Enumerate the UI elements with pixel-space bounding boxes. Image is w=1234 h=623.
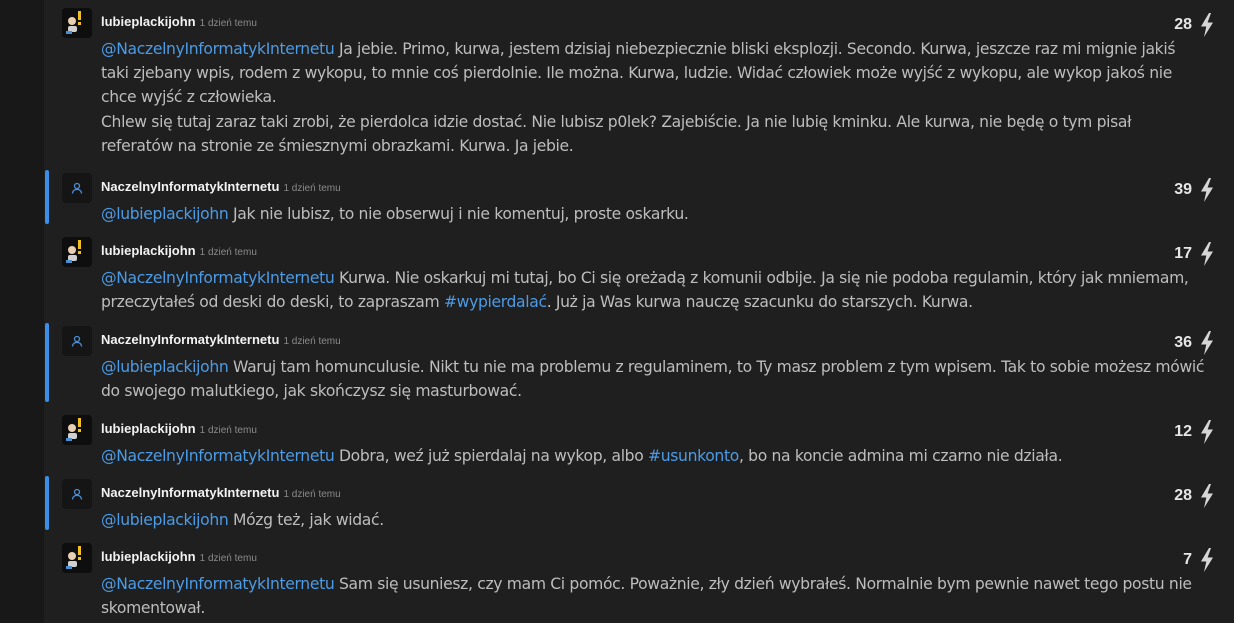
vote-area: [1174, 484, 1214, 508]
default-user-icon: [71, 182, 83, 194]
comment-paragraph: [101, 508, 1206, 532]
author-name[interactable]: NaczelnyInformatykInternetu: [101, 332, 280, 347]
vote-count: 36: [1174, 334, 1192, 351]
author-name[interactable]: NaczelnyInformatykInternetu: [101, 485, 280, 500]
comment-text: Waruj tam homunculusie. Nikt tu nie ma problemu z regulaminem, to Ty masz problem z tym wpisem. Tak to sobie możesz mówić do swojego malutkiego, jak skończysz się masturbować.: [101, 358, 1205, 401]
lightning-bolt-icon[interactable]: [1200, 242, 1214, 266]
author-name[interactable]: NaczelnyInformatykInternetu: [101, 179, 280, 194]
comment: [44, 229, 1234, 318]
comment-paragraph: [101, 572, 1206, 620]
avatar[interactable]: [62, 479, 92, 509]
comment-header: [101, 329, 341, 348]
mention-link[interactable]: @lubieplackijohn: [101, 205, 229, 223]
comment-paragraph: [101, 444, 1206, 468]
vote-area: [1174, 178, 1214, 202]
lightning-bolt-icon[interactable]: [1200, 548, 1214, 572]
comment-header: [101, 418, 257, 437]
comment-text: Mózg też, jak widać.: [228, 511, 384, 529]
hashtag-link[interactable]: #wypierdalać: [443, 293, 547, 312]
timestamp: 1 dzień temu: [283, 183, 341, 194]
vote-count: 39: [1174, 181, 1192, 198]
comment-text: Sam się usuniesz, czy mam Ci pomóc. Poważnie, zły dzień wybrałeś. Normalnie bym pewnie nawet tego postu nie skomentował.: [101, 575, 1192, 618]
comment-header: [101, 482, 341, 501]
vote-area: [1174, 242, 1214, 266]
author-name[interactable]: lubieplackijohn: [101, 243, 196, 258]
timestamp: 1 dzień temu: [199, 425, 257, 436]
author-name[interactable]: lubieplackijohn: [101, 14, 196, 29]
comment-text: Jak nie lubisz, to nie obserwuj i nie komentuj, proste oskarku.: [228, 205, 689, 223]
vote-count: 7: [1183, 551, 1192, 568]
mention-link[interactable]: @lubieplackijohn: [101, 358, 229, 376]
comment-paragraph: [101, 202, 1206, 226]
comment-body: [101, 508, 1206, 532]
avatar[interactable]: [62, 237, 92, 267]
lightning-bolt-icon[interactable]: [1200, 420, 1214, 444]
comment-header: [101, 240, 257, 259]
lightning-bolt-icon[interactable]: [1200, 13, 1214, 37]
avatar[interactable]: [62, 326, 92, 356]
timestamp: 1 dzień temu: [199, 247, 257, 258]
lightning-bolt-icon[interactable]: [1200, 178, 1214, 202]
comment: [44, 0, 1234, 165]
vote-count: 12: [1174, 423, 1192, 440]
cartoon-avatar-icon: [62, 8, 92, 38]
vote-count: 28: [1174, 487, 1192, 504]
timestamp: 1 dzień temu: [199, 18, 257, 29]
lightning-bolt-icon[interactable]: [1200, 331, 1214, 355]
author-name[interactable]: lubieplackijohn: [101, 421, 196, 436]
comment-thread: [44, 0, 1234, 623]
comment-header: [101, 176, 341, 195]
lightning-bolt-icon[interactable]: [1200, 484, 1214, 508]
reply-indicator-bar: [45, 170, 49, 224]
timestamp: 1 dzień temu: [283, 336, 341, 347]
comment-body: [101, 572, 1206, 620]
comment: [44, 407, 1234, 471]
comment-text: , bo na koncie admina mi czarno nie działa.: [738, 447, 1063, 465]
hashtag-link[interactable]: #usunkonto: [648, 447, 739, 465]
comment: [44, 318, 1234, 407]
reply-indicator-bar: [45, 323, 49, 402]
cartoon-avatar-icon: [62, 543, 92, 573]
comment-paragraph: [101, 37, 1206, 110]
avatar[interactable]: [62, 415, 92, 445]
author-name[interactable]: lubieplackijohn: [101, 549, 196, 564]
comment: [44, 165, 1234, 229]
cartoon-avatar-icon: [62, 415, 92, 445]
mention-link[interactable]: @NaczelnyInformatykInternetu: [101, 40, 335, 58]
comment-body: [101, 355, 1206, 403]
timestamp: 1 dzień temu: [199, 553, 257, 564]
comment: [44, 471, 1234, 535]
left-gutter: [0, 0, 44, 623]
vote-area: [1174, 420, 1214, 444]
default-user-icon: [71, 335, 83, 347]
vote-count: 28: [1174, 16, 1192, 33]
vote-area: [1174, 331, 1214, 355]
mention-link[interactable]: @NaczelnyInformatykInternetu: [101, 447, 335, 465]
mention-link[interactable]: @lubieplackijohn: [101, 511, 229, 529]
vote-area: [1183, 548, 1214, 572]
comment-text: Kurwa. Nie oskarkuj mi tutaj, bo Ci się oreżadą z komunii odbije. Ja się nie podoba regulamin, który jak mniemam, przeczytałeś od deski do deski, to zapraszam: [101, 269, 1189, 312]
comment-body: [101, 37, 1206, 158]
reply-indicator-bar: [45, 476, 49, 530]
comment-paragraph: [101, 110, 1206, 158]
avatar[interactable]: [62, 173, 92, 203]
comment-header: [101, 11, 257, 30]
timestamp: 1 dzień temu: [283, 489, 341, 500]
comment-body: [101, 444, 1206, 468]
mention-link[interactable]: @NaczelnyInformatykInternetu: [101, 575, 335, 593]
comment-paragraph: [101, 355, 1206, 403]
comment-header: [101, 546, 257, 565]
vote-count: 17: [1174, 245, 1192, 262]
comment-text: . Już ja Was kurwa nauczę szacunku do starszych. Kurwa.: [546, 293, 973, 312]
comment-body: [101, 202, 1206, 226]
avatar[interactable]: [62, 543, 92, 573]
default-user-icon: [71, 488, 83, 500]
mention-link[interactable]: @NaczelnyInformatykInternetu: [101, 269, 335, 287]
comment-body: [101, 266, 1206, 314]
comment: [44, 535, 1234, 623]
comment-paragraph: [101, 266, 1206, 314]
cartoon-avatar-icon: [62, 237, 92, 267]
vote-area: [1174, 13, 1214, 37]
comment-text: Dobra, weź już spierdalaj na wykop, albo: [334, 447, 649, 465]
comment-text: Chlew się tutaj zaraz taki zrobi, że pierdolca idzie dostać. Nie lubisz p0lek? Zajebiście. Ja nie lubię kminku. Ale kurwa, nie będę o tym pisał referatów na stronie ze śmiesznymi obrazkami. Kurwa. Ja jebie.: [101, 112, 1132, 155]
comment-text: Ja jebie. Primo, kurwa, jestem dzisiaj niebezpiecznie bliski eksplozji. Secondo. Kurwa, jeszcze raz mi mignie jakiś taki zjebany wpis, rodem z wykopu, to mnie coś pierdolnie. Ile można. Kurwa, ludzie. Widać człowiek może wyjść z wykopu, ale wykop jakoś nie chce wyjść z człowieka.: [101, 40, 1176, 107]
avatar[interactable]: [62, 8, 92, 38]
